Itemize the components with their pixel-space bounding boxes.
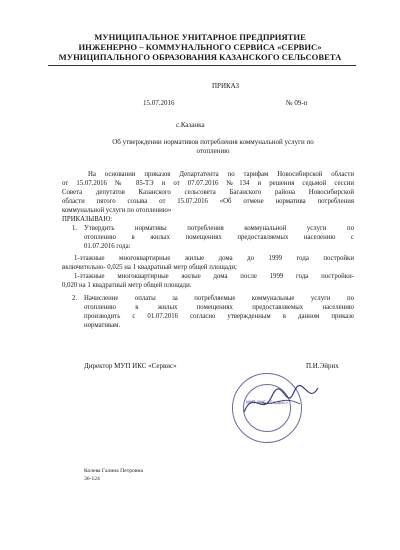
sub-item-1-line-1: 1-этажные многоквартирные жилые дома до 1999 года постройки [74, 255, 354, 262]
signatory-position: Директор МУП ИКС «Сервис» [84, 362, 177, 370]
subject-line-2: отоплению [196, 147, 230, 155]
stamp-text: МУП ИКС «Сервис» [246, 400, 288, 405]
order-heading: ПРИКАЗЫВАЮ: [62, 216, 113, 223]
preamble-line-3: Совета депутатов Казанского сельсовета Баганского района Новосибирской [62, 189, 354, 196]
item-1-line-2: отоплению в жилых помещениях предоставляемых населению с [84, 234, 354, 241]
org-name-line-1: МУНИЦИПАЛЬНОЕ УНИТАРНОЕ ПРЕДПРИЯТИЕ [94, 32, 306, 42]
item-1-number: 1. [72, 225, 78, 232]
sub-item-2-line-1: 1-этажные многоквартирные жилые дома после 1999 года постройки- [74, 273, 354, 280]
executor-name: Колева Галина Петровна [84, 468, 143, 474]
item-2-line-1: Начисление оплаты за потребляемые коммунальные услуги по [84, 295, 354, 302]
preamble-line-4: области пятого созыва от 15.07.2016 «Об отмене норматива потребления [62, 198, 354, 205]
org-name-line-2: ИНЖЕНЕРНО – КОММУНАЛЬНОГО СЕРВИСА «СЕРВИС» [78, 42, 322, 52]
org-name-line-3: МУНИЦИПАЛЬНОГО ОБРАЗОВАНИЯ КАЗАНСКОГО СЕЛЬСОВЕТА [58, 52, 342, 62]
item-1-line-3: 01.07.2016 года: [84, 243, 131, 250]
executor-phone: 36-124 [84, 476, 100, 482]
signatory-name: П.И.Эйрих [306, 362, 339, 370]
item-1-line-1: Утвердить нормативы потребления коммунальной услуги по [84, 225, 354, 232]
handwritten-signature [242, 382, 320, 422]
order-number: № 09-п [286, 99, 308, 107]
item-2-number: 2. [72, 295, 78, 302]
item-2-line-3: производить с 01.07.2016 согласно утвержденным в данном приказе [84, 313, 354, 320]
preamble-line-5: коммунальной услуги по отоплению» [62, 207, 172, 214]
order-date: 15.07.2016 [143, 99, 175, 107]
subject-line-1: Об утверждении нормативов потребления коммунальной услуги по [112, 138, 314, 146]
sub-item-1-line-2: включительно- 0,025 на 1 квадратный метр общей площади; [62, 264, 237, 271]
preamble-line-1: На основании приказов Департатента по тарифам Новосибирской области [88, 171, 354, 178]
place-name: с.Казанка [176, 121, 205, 129]
header-divider [48, 65, 356, 66]
preamble-line-2: от 15.07.2016 № 85-ТЭ и от 07.07.2016 №134 и решения седьмой сессии [62, 180, 354, 187]
item-2-line-4: нормативам. [84, 322, 121, 329]
sub-item-2-line-2: 0,020 на 1 квадратный метр общей площади. [62, 282, 192, 289]
item-2-line-2: отоплению в жилых помещениях предоставляемых населению [84, 304, 354, 311]
document-type: ПРИКАЗ [212, 82, 240, 90]
